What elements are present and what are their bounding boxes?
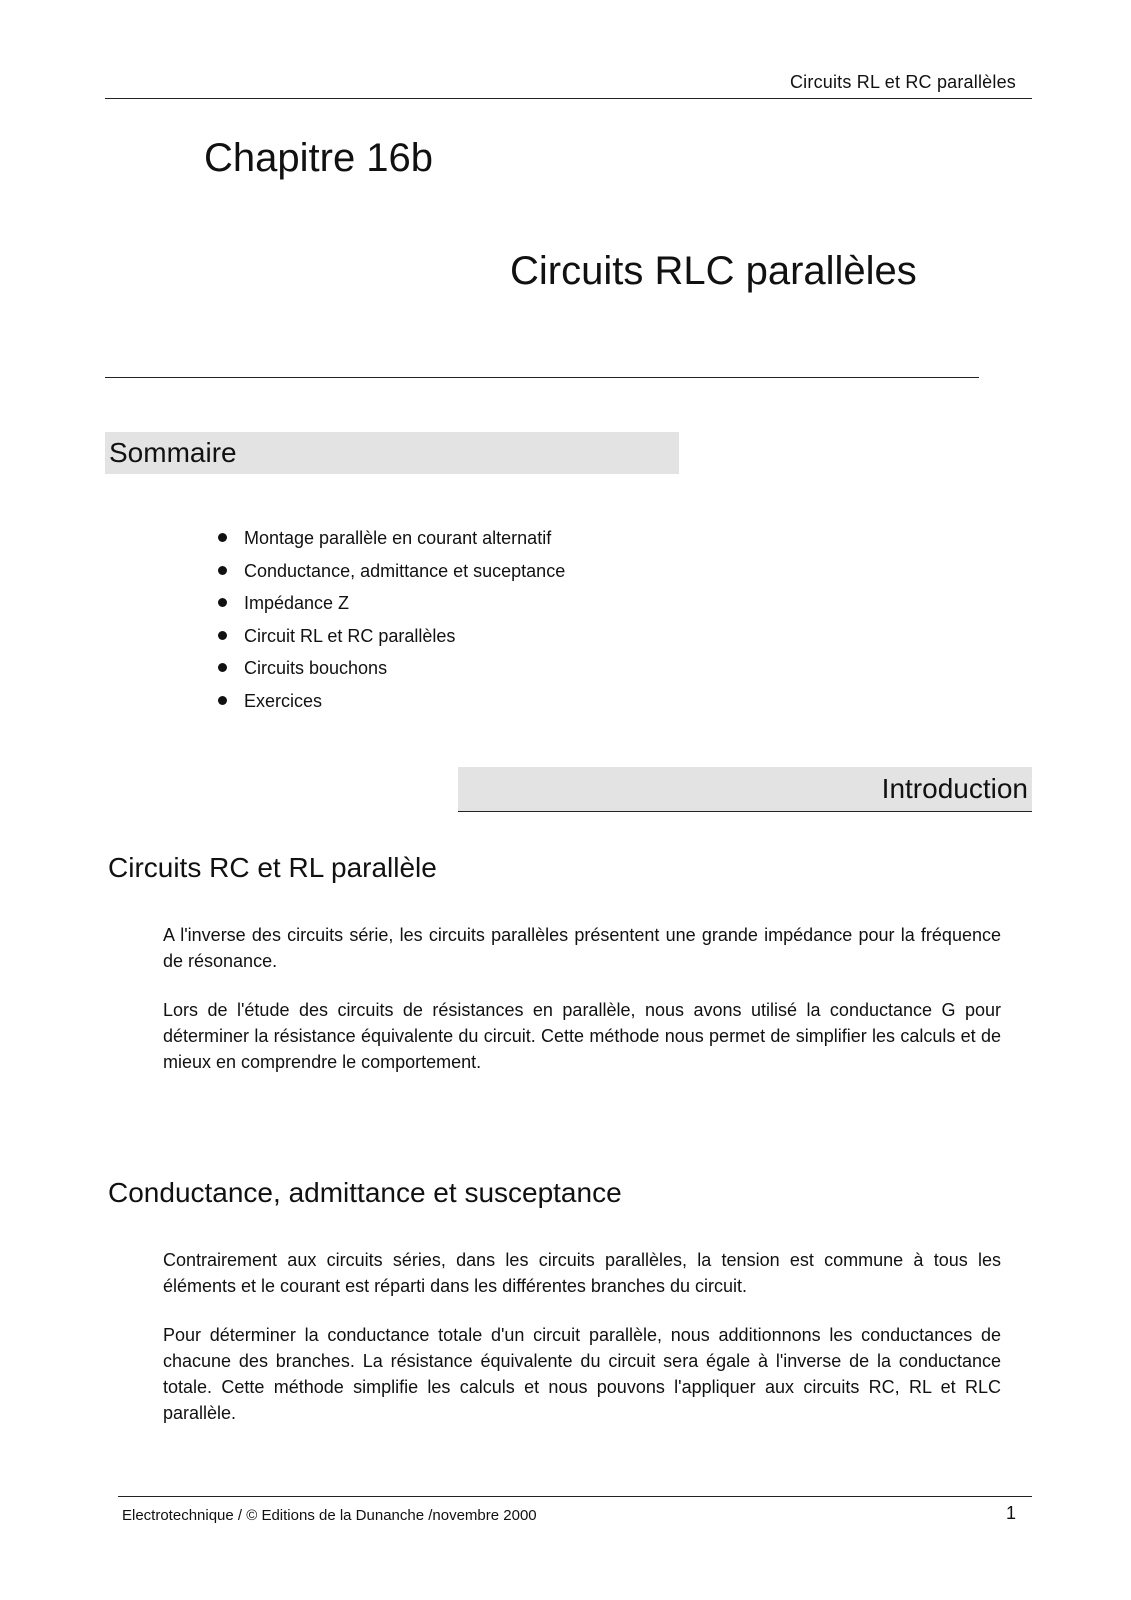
header-rule xyxy=(105,98,1032,99)
toc-item-label: Montage parallèle en courant alternatif xyxy=(244,528,552,548)
bullet-icon xyxy=(218,598,227,607)
chapter-title: Circuits RLC parallèles xyxy=(510,249,917,293)
paragraph: Pour déterminer la conductance totale d'un circuit parallèle, nous additionnons les conductances de chacune des branches. La résistance équivalente du circuit sera égale à l'inverse de la conductance totale. Cette méthode simplifie les calculs et nous pouvons l'appliquer aux circuits RC, RL et RLC parallèle. xyxy=(163,1325,1001,1423)
toc-item xyxy=(210,620,565,653)
footer-text: Electrotechnique / © Editions de la Dunanche /novembre 2000 xyxy=(122,1507,537,1524)
toc-list xyxy=(210,522,565,718)
toc-item xyxy=(210,685,565,718)
paragraph: A l'inverse des circuits série, les circuits parallèles présentent une grande impédance pour la fréquence de résonance. xyxy=(163,925,1001,971)
toc-item xyxy=(210,587,565,620)
toc-item xyxy=(210,555,565,588)
toc-item-label: Circuit RL et RC parallèles xyxy=(244,625,456,646)
footer-rule xyxy=(118,1496,1032,1497)
chapter-rule xyxy=(105,377,979,378)
introduction-title: Introduction xyxy=(881,773,1028,804)
paragraph: Contrairement aux circuits séries, dans les circuits parallèles, la tension est commune à tous les éléments et le courant est réparti dans les différentes branches du circuit. xyxy=(163,1250,1001,1296)
sommaire-box xyxy=(105,432,679,474)
sommaire-title: Sommaire xyxy=(109,437,237,468)
bullet-icon xyxy=(218,533,227,542)
toc-item xyxy=(210,522,565,555)
toc-item-label: Circuits bouchons xyxy=(244,658,388,679)
bullet-icon xyxy=(218,663,227,672)
bullet-icon xyxy=(218,566,227,575)
section-title-conductance: Conductance, admittance et susceptance xyxy=(108,1177,622,1208)
page-number: 1 xyxy=(1005,1503,1016,1523)
chapter-label: Chapitre 16b xyxy=(204,136,434,180)
toc-item xyxy=(210,652,565,685)
toc-item-label: Exercices xyxy=(244,690,323,711)
toc-item-label: Conductance, admittance et suceptance xyxy=(244,560,566,581)
running-header: Circuits RL et RC parallèles xyxy=(789,72,1016,92)
paragraph: Lors de l'étude des circuits de résistances en parallèle, nous avons utilisé la conductance G pour déterminer la résistance équivalente du circuit. Cette méthode nous permet de simplifier les calculs et de mieux en comprendre le comportement. xyxy=(163,1000,1001,1072)
section-title-rc-rl: Circuits RC et RL parallèle xyxy=(108,852,437,883)
bullet-icon xyxy=(218,696,227,705)
toc-item-label: Impédance Z xyxy=(244,593,350,614)
introduction-box xyxy=(458,767,1032,812)
bullet-icon xyxy=(218,631,227,640)
